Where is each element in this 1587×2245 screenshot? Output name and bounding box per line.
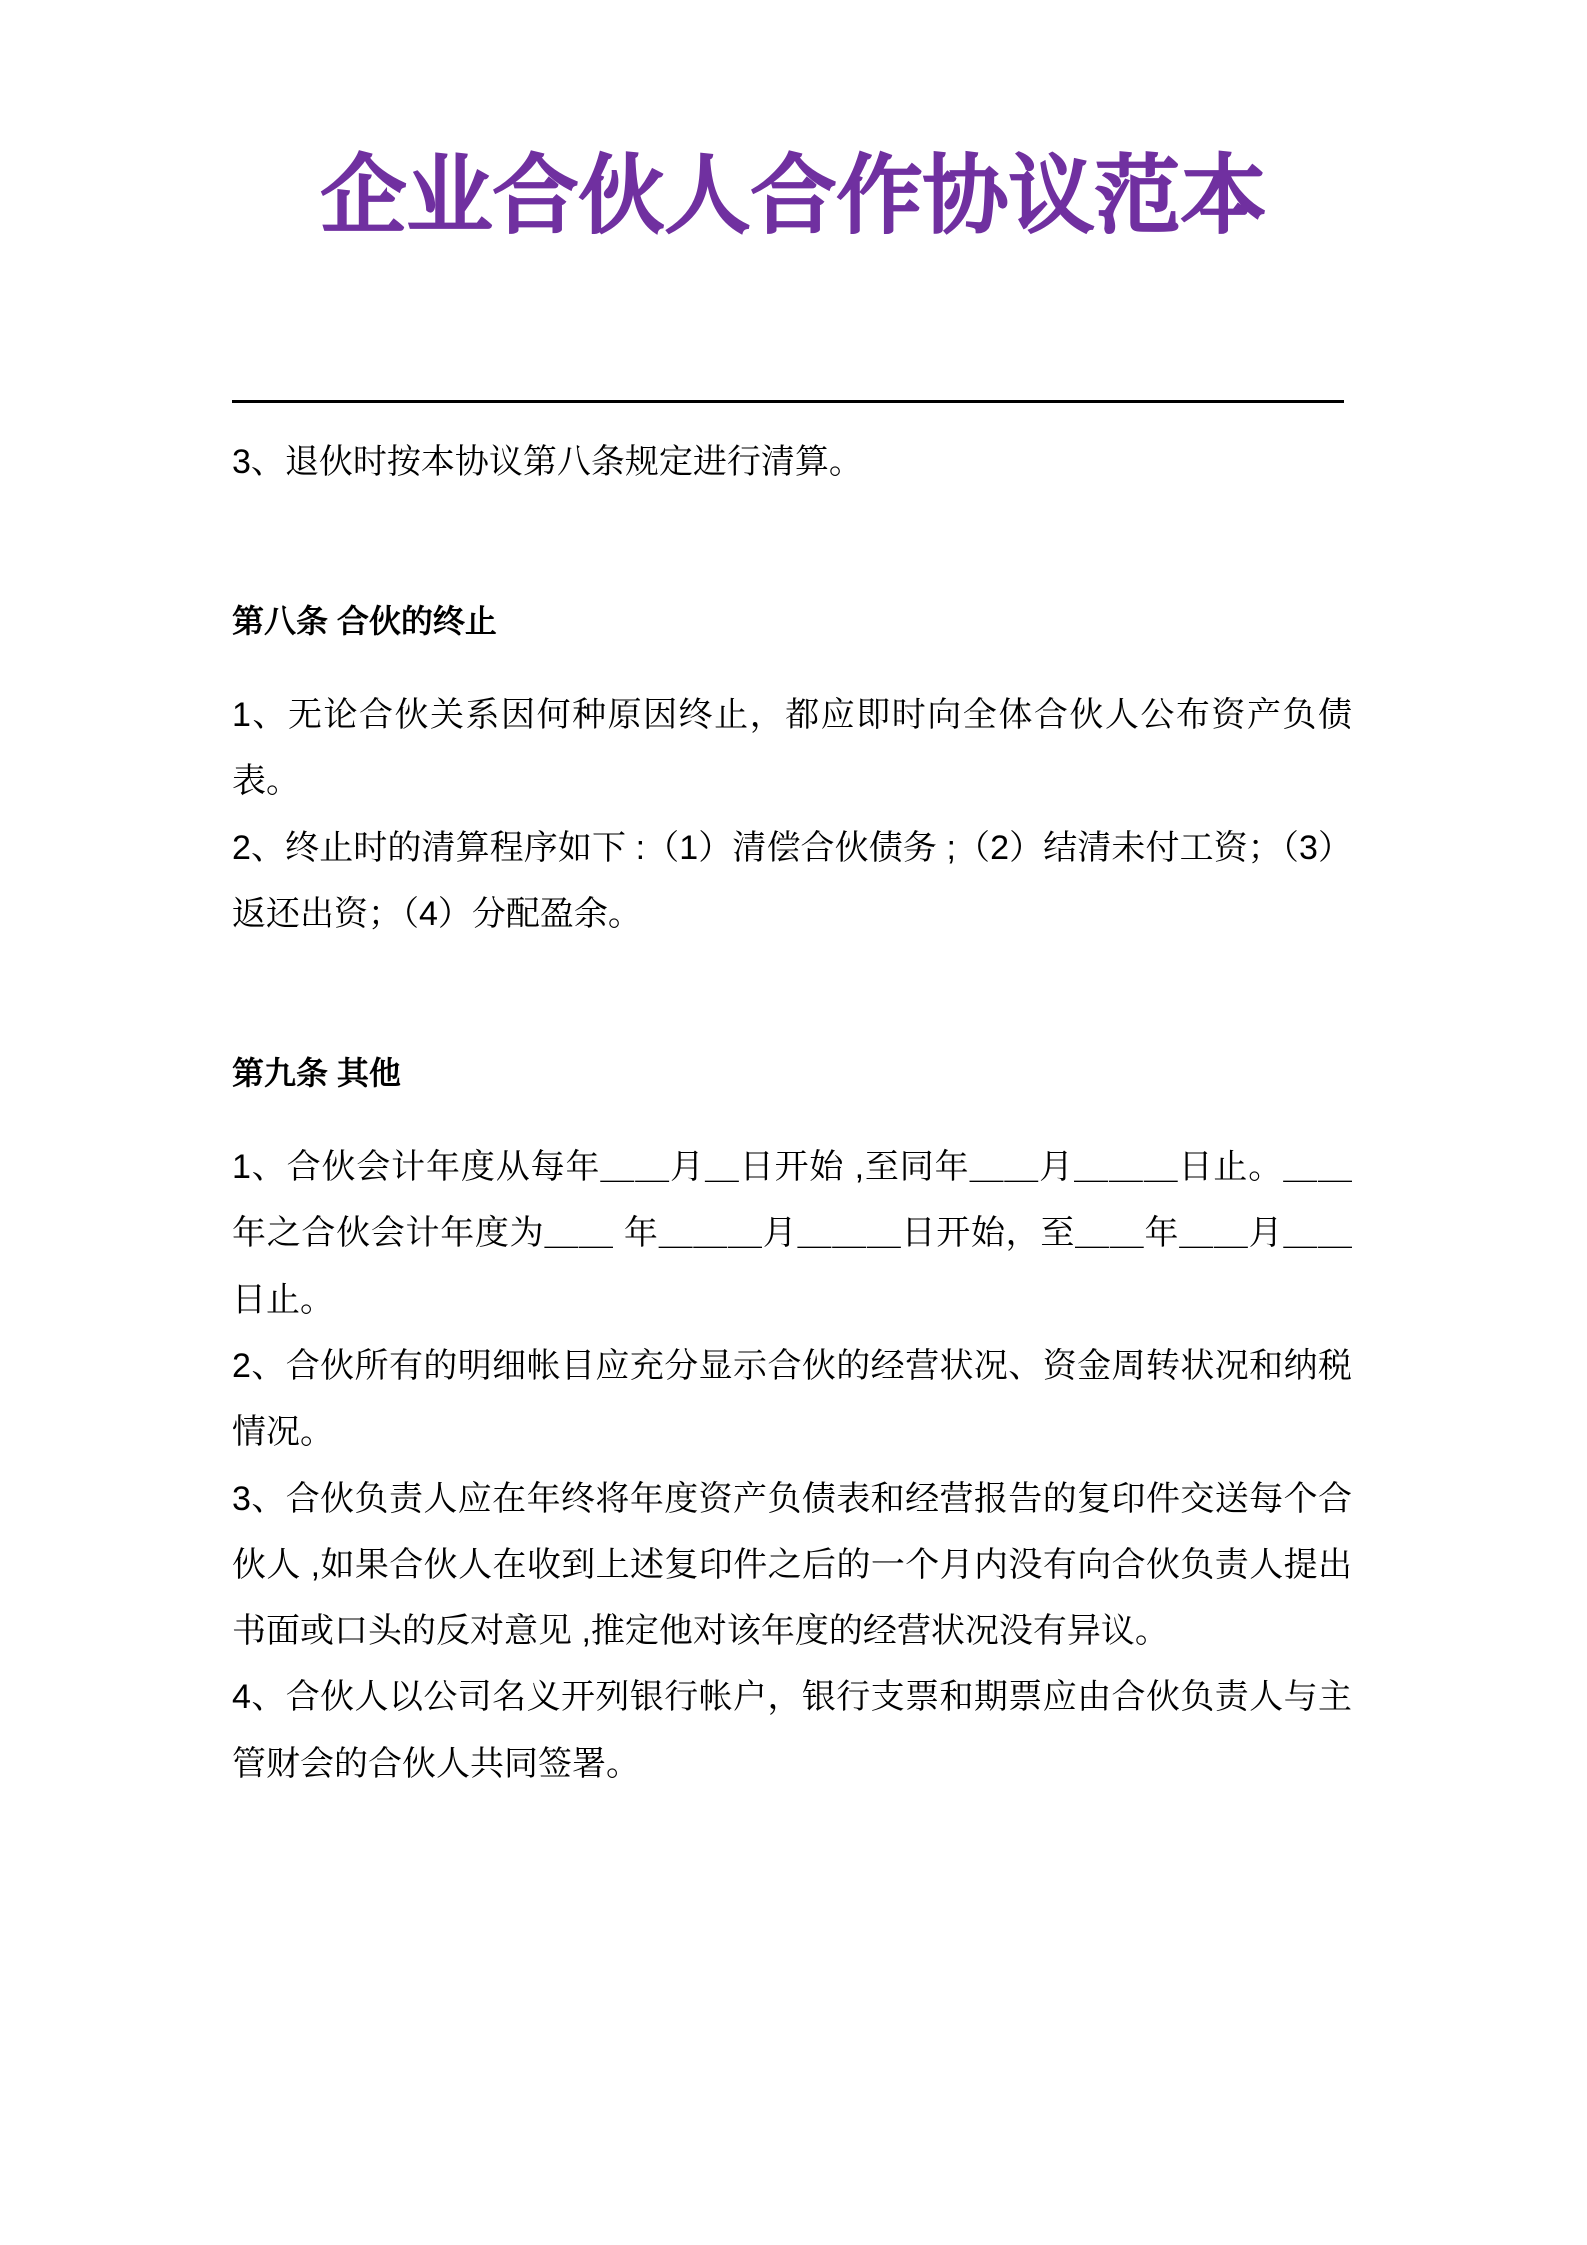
heading-clause-nine: 第九条 其他	[232, 1055, 401, 1092]
paragraph-clause9-item4: 4、合伙人以公司名义开列银行帐户，银行支票和期票应由合伙负责人与主管财会的合伙人共同签署。	[232, 1678, 1352, 1783]
paragraph-clause9-item2: 2、合伙所有的明细帐目应充分显示合伙的经营状况、资金周转状况和纳税情况。	[232, 1346, 1352, 1452]
section-spacer	[232, 495, 1352, 591]
section-spacer	[232, 947, 1352, 1043]
paragraph-clause9-item3: 3、合伙负责人应在年终将年度资产负债表和经营报告的复印件交送每个合伙人 ,如果合伙人在收到上述复印件之后的一个月内没有向合伙负责人提出书面或口头的反对意见 ,推定他对该年度的经营状况没有异议。	[232, 1479, 1352, 1651]
heading-clause-eight: 第八条 合伙的终止	[232, 603, 497, 640]
heading-spacer	[232, 652, 1352, 682]
document-body	[232, 400, 1352, 1797]
paragraph-clause9-item1: 1、合伙会计年度从每年＿＿月＿日开始 ,至同年＿＿月＿＿＿日止。＿＿年之合伙会计年度为＿＿ 年＿＿＿月＿＿＿日开始，至＿＿年＿＿月＿＿日止。	[232, 1148, 1352, 1319]
paragraph-clause8-item2: 2、终止时的清算程序如下 :（1）清偿合伙债务 ;（2）结清未付工资；（3）返还出资；（4）分配盈余。	[232, 828, 1352, 933]
page-title: 企业合伙人合作协议范本	[320, 148, 1267, 244]
paragraph-clause7-item3: 3、退伙时按本协议第八条规定进行清算。	[232, 443, 863, 481]
header-divider	[232, 400, 1344, 403]
heading-spacer	[232, 1104, 1352, 1134]
paragraph-clause8-item1: 1、无论合伙关系因何种原因终止，都应即时向全体合伙人公布资产负债表。	[232, 696, 1352, 801]
